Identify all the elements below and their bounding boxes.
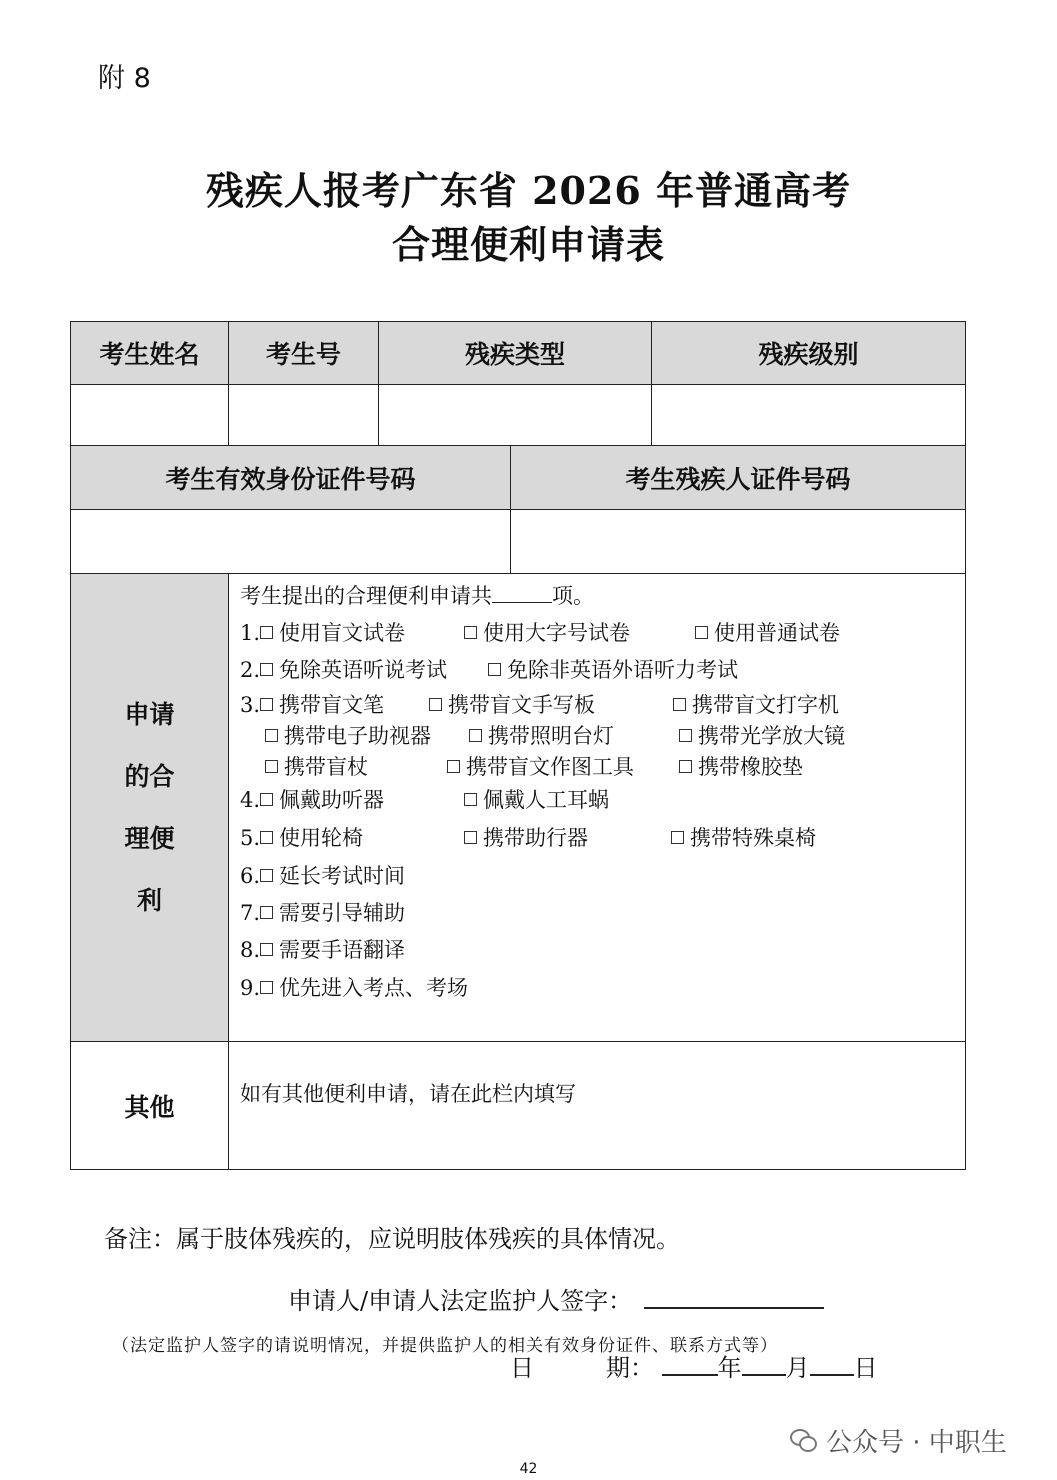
option-walker: 携带助行器 <box>464 822 588 852</box>
date-day-label: 日 <box>853 1354 878 1382</box>
option-row-6: 6. 延长考试时间 <box>240 864 406 888</box>
option-cochlear-implant: 佩戴人工耳蜗 <box>464 784 609 814</box>
form-title-line1: 残疾人报考广东省 2026 年普通高考 <box>205 168 852 213</box>
option-row-7: 7. 需要引导辅助 <box>240 901 406 925</box>
label-braille-paper: 使用盲文试卷 <box>279 621 406 645</box>
checkbox-large-print-paper[interactable] <box>464 626 477 639</box>
remark-note: 备注：属于肢体残疾的，应说明肢体残疾的具体情况。 <box>104 1225 680 1253</box>
checkbox-braille-slate[interactable] <box>429 698 442 711</box>
option-braille-typewriter: 携带盲文打字机 <box>673 689 839 719</box>
option-row-3: 3. 携带盲文笔 <box>240 693 385 717</box>
checkbox-walker[interactable] <box>464 831 477 844</box>
other-request-hint: 如有其他便利申请，请在此栏内填写 <box>240 1082 576 1106</box>
side-label-part: 利 <box>136 885 162 915</box>
date-year-field[interactable] <box>662 1352 718 1376</box>
option-large-print: 使用大字号试卷 <box>464 617 630 647</box>
checkbox-special-desk[interactable] <box>671 831 684 844</box>
option-optical-magnifier: 携带光学放大镜 <box>679 720 845 750</box>
checkbox-braille-typewriter[interactable] <box>673 698 686 711</box>
signature-label: 申请人/申请人法定监护人签字： <box>288 1287 633 1315</box>
date-label: 日 期： <box>510 1354 654 1382</box>
checkbox-cochlear-implant[interactable] <box>464 793 477 806</box>
application-form-table <box>70 321 966 1170</box>
side-label-part: 申请 <box>124 699 175 729</box>
option-row-5: 5. 使用轮椅 <box>240 826 364 850</box>
option-special-desk: 携带特殊桌椅 <box>671 822 816 852</box>
page-number: 42 <box>519 1461 538 1477</box>
field-student-name[interactable] <box>71 385 229 446</box>
field-id-number[interactable] <box>71 510 511 574</box>
checkbox-optical-magnifier[interactable] <box>679 729 692 742</box>
checkbox-extended-time[interactable] <box>260 869 273 882</box>
option-row-9: 9. 优先进入考点、考场 <box>240 976 469 1000</box>
checkbox-normal-paper[interactable] <box>695 626 708 639</box>
date-day-field[interactable] <box>810 1352 854 1376</box>
side-label-part: 理便 <box>124 823 175 853</box>
checkbox-braille-paper[interactable] <box>260 626 273 639</box>
date-month-label: 月 <box>785 1354 810 1382</box>
checkbox-rubber-mat[interactable] <box>679 760 692 773</box>
checkbox-hearing-aid[interactable] <box>260 793 273 806</box>
option-other-language-exempt: 免除非英语外语听力考试 <box>488 654 738 684</box>
field-disability-certificate[interactable] <box>511 510 965 574</box>
checkbox-other-language-exempt[interactable] <box>488 663 501 676</box>
checkbox-priority-entry[interactable] <box>260 981 273 994</box>
checkbox-braille-drawing-tools[interactable] <box>447 760 460 773</box>
field-other-request[interactable] <box>229 1042 965 1169</box>
signature-field[interactable] <box>644 1285 824 1309</box>
option-row-8: 8. 需要手语翻译 <box>240 938 406 962</box>
date-month-field[interactable] <box>742 1352 786 1376</box>
accommodation-count-line: 考生提出的合理便利申请共 项。 <box>240 584 594 608</box>
checkbox-wheelchair[interactable] <box>260 831 273 844</box>
wechat-watermark <box>790 1422 1007 1459</box>
option-normal-paper: 使用普通试卷 <box>695 617 840 647</box>
annex-label: 附 8 <box>98 63 151 94</box>
option-rubber-mat: 携带橡胶垫 <box>679 751 803 781</box>
option-electronic-magnifier: 携带电子助视器 <box>265 720 431 750</box>
checkbox-white-cane[interactable] <box>265 760 278 773</box>
checkbox-guide-assistance[interactable] <box>260 906 273 919</box>
option-row-1: 1. 使用盲文试卷 <box>240 621 406 645</box>
form-title-line2: 合理便利申请表 <box>391 222 665 267</box>
header-exam-number: 考生号 <box>229 322 379 385</box>
header-student-name: 考生姓名 <box>71 322 229 385</box>
header-disability-type: 残疾类型 <box>379 322 652 385</box>
signature-row <box>288 1281 824 1316</box>
accommodation-side-label <box>71 574 229 1042</box>
field-exam-number[interactable] <box>229 385 379 446</box>
option-white-cane: 携带盲杖 <box>265 751 368 781</box>
field-disability-level[interactable] <box>652 385 965 446</box>
date-row <box>510 1348 878 1383</box>
wechat-icon <box>790 1429 818 1453</box>
checkbox-electronic-magnifier[interactable] <box>265 729 278 742</box>
checkbox-braille-pen[interactable] <box>260 698 273 711</box>
header-id-number: 考生有效身份证件号码 <box>71 446 511 510</box>
option-braille-drawing-tools: 携带盲文作图工具 <box>447 751 634 781</box>
field-disability-type[interactable] <box>379 385 652 446</box>
checkbox-sign-language[interactable] <box>260 943 273 956</box>
header-disability-level: 残疾级别 <box>652 322 965 385</box>
other-label: 其他 <box>71 1042 229 1169</box>
wechat-watermark-text: 公众号 · 中职生 <box>826 1428 1007 1458</box>
side-label-part: 的合 <box>124 761 175 791</box>
header-disability-certificate: 考生残疾人证件号码 <box>511 446 965 510</box>
date-year-label: 年 <box>717 1354 742 1382</box>
option-row-2: 2. 免除英语听说考试 <box>240 658 448 682</box>
checkbox-english-listening-exempt[interactable] <box>260 663 273 676</box>
signature-hint: （法定监护人签字的请说明情况，并提供监护人的相关有效身份证件、联系方式等） <box>112 1336 778 1356</box>
checkbox-desk-lamp[interactable] <box>469 729 482 742</box>
option-row-4: 4. 佩戴助听器 <box>240 788 385 812</box>
accommodation-options <box>229 574 965 1042</box>
option-braille-slate: 携带盲文手写板 <box>429 689 595 719</box>
option-desk-lamp: 携带照明台灯 <box>469 720 614 750</box>
count-blank[interactable] <box>492 584 552 603</box>
